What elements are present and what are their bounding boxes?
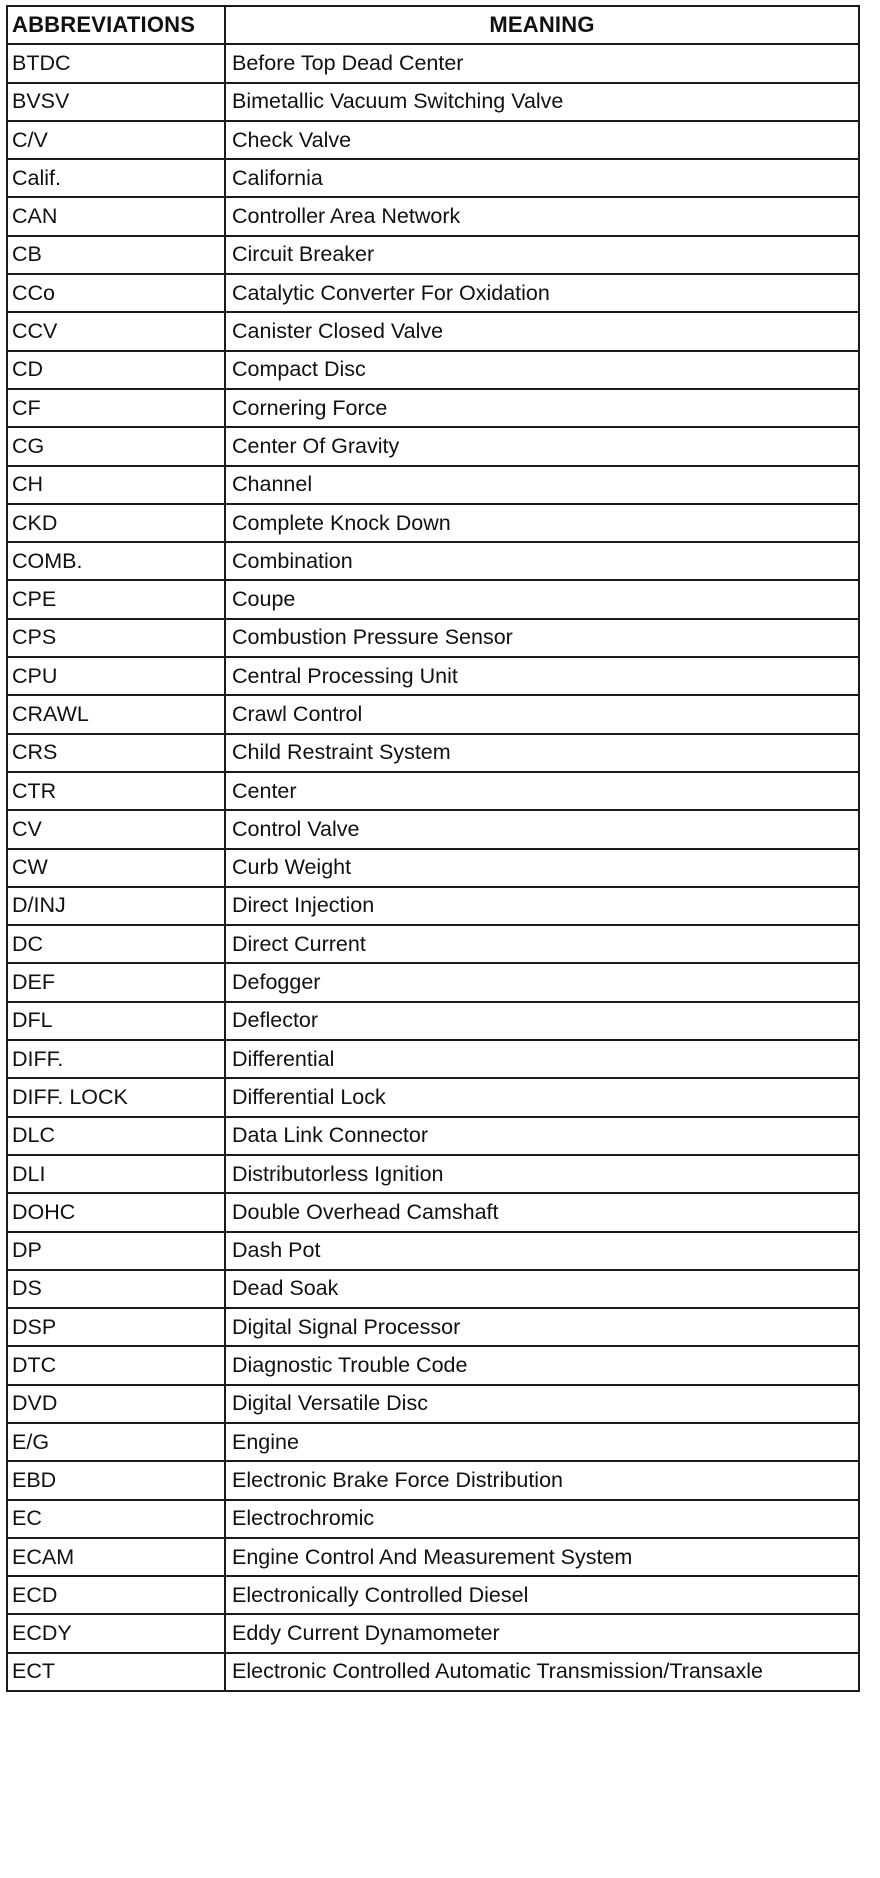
meaning-cell: Direct Current bbox=[225, 925, 859, 963]
meaning-cell: Dash Pot bbox=[225, 1232, 859, 1270]
table-row bbox=[7, 159, 859, 197]
table-row bbox=[7, 1308, 859, 1346]
abbreviation-cell: CRAWL bbox=[7, 695, 225, 733]
table-row bbox=[7, 121, 859, 159]
table-row bbox=[7, 427, 859, 465]
table-row bbox=[7, 887, 859, 925]
table-row bbox=[7, 389, 859, 427]
abbreviations-table bbox=[6, 5, 860, 1692]
table-row bbox=[7, 83, 859, 121]
abbreviation-cell: CD bbox=[7, 351, 225, 389]
abbreviation-cell: DLI bbox=[7, 1155, 225, 1193]
meaning-cell: Combustion Pressure Sensor bbox=[225, 619, 859, 657]
table-row bbox=[7, 963, 859, 1001]
meaning-cell: California bbox=[225, 159, 859, 197]
abbreviation-cell: CW bbox=[7, 849, 225, 887]
table-row bbox=[7, 1423, 859, 1461]
meaning-cell: Child Restraint System bbox=[225, 734, 859, 772]
abbreviation-cell: BTDC bbox=[7, 44, 225, 82]
meaning-cell: Digital Versatile Disc bbox=[225, 1385, 859, 1423]
abbreviation-cell: CCV bbox=[7, 312, 225, 350]
abbreviation-cell: BVSV bbox=[7, 83, 225, 121]
meaning-cell: Compact Disc bbox=[225, 351, 859, 389]
abbreviation-cell: DVD bbox=[7, 1385, 225, 1423]
abbreviation-cell: CV bbox=[7, 810, 225, 848]
abbreviation-cell: DP bbox=[7, 1232, 225, 1270]
table-row bbox=[7, 236, 859, 274]
meaning-cell: Control Valve bbox=[225, 810, 859, 848]
meaning-cell: Data Link Connector bbox=[225, 1117, 859, 1155]
meaning-cell: Canister Closed Valve bbox=[225, 312, 859, 350]
table-row bbox=[7, 1500, 859, 1538]
abbreviation-cell: CKD bbox=[7, 504, 225, 542]
meaning-cell: Cornering Force bbox=[225, 389, 859, 427]
table-row bbox=[7, 1155, 859, 1193]
table-row bbox=[7, 1346, 859, 1384]
table-row bbox=[7, 466, 859, 504]
meaning-cell: Electrochromic bbox=[225, 1500, 859, 1538]
abbreviation-cell: CB bbox=[7, 236, 225, 274]
table-row bbox=[7, 1653, 859, 1691]
abbreviation-cell: CPE bbox=[7, 580, 225, 618]
abbreviation-cell: CH bbox=[7, 466, 225, 504]
abbreviation-cell: CPS bbox=[7, 619, 225, 657]
meaning-cell: Electronically Controlled Diesel bbox=[225, 1576, 859, 1614]
abbreviation-cell: DLC bbox=[7, 1117, 225, 1155]
table-row bbox=[7, 810, 859, 848]
table-row bbox=[7, 542, 859, 580]
table-row bbox=[7, 197, 859, 235]
meaning-cell: Defogger bbox=[225, 963, 859, 1001]
meaning-cell: Curb Weight bbox=[225, 849, 859, 887]
table-row bbox=[7, 580, 859, 618]
meaning-cell: Electronic Controlled Automatic Transmission/Transaxle bbox=[225, 1653, 859, 1691]
meaning-cell: Center bbox=[225, 772, 859, 810]
meaning-cell: Electronic Brake Force Distribution bbox=[225, 1461, 859, 1499]
meaning-cell: Differential Lock bbox=[225, 1078, 859, 1116]
table-body bbox=[7, 44, 859, 1691]
abbreviation-cell: ECD bbox=[7, 1576, 225, 1614]
table-row bbox=[7, 1614, 859, 1652]
abbreviation-cell: DIFF. bbox=[7, 1040, 225, 1078]
meaning-cell: Center Of Gravity bbox=[225, 427, 859, 465]
header-meaning: MEANING bbox=[225, 6, 859, 44]
meaning-cell: Eddy Current Dynamometer bbox=[225, 1614, 859, 1652]
abbreviation-cell: DOHC bbox=[7, 1193, 225, 1231]
table-row bbox=[7, 619, 859, 657]
meaning-cell: Combination bbox=[225, 542, 859, 580]
abbreviation-cell: CG bbox=[7, 427, 225, 465]
table-row bbox=[7, 734, 859, 772]
table-row bbox=[7, 1002, 859, 1040]
table-row bbox=[7, 1117, 859, 1155]
table-row bbox=[7, 351, 859, 389]
abbreviation-cell: DEF bbox=[7, 963, 225, 1001]
header-abbreviations: ABBREVIATIONS bbox=[7, 6, 225, 44]
table-row bbox=[7, 504, 859, 542]
meaning-cell: Crawl Control bbox=[225, 695, 859, 733]
table-row bbox=[7, 925, 859, 963]
table-row bbox=[7, 1078, 859, 1116]
meaning-cell: Circuit Breaker bbox=[225, 236, 859, 274]
table-header-row bbox=[7, 6, 859, 44]
table-row bbox=[7, 1538, 859, 1576]
meaning-cell: Controller Area Network bbox=[225, 197, 859, 235]
meaning-cell: Bimetallic Vacuum Switching Valve bbox=[225, 83, 859, 121]
table-row bbox=[7, 1576, 859, 1614]
table-row bbox=[7, 1193, 859, 1231]
table-row bbox=[7, 657, 859, 695]
meaning-cell: Differential bbox=[225, 1040, 859, 1078]
meaning-cell: Digital Signal Processor bbox=[225, 1308, 859, 1346]
meaning-cell: Before Top Dead Center bbox=[225, 44, 859, 82]
abbreviation-cell: EC bbox=[7, 1500, 225, 1538]
abbreviation-cell: DIFF. LOCK bbox=[7, 1078, 225, 1116]
abbreviation-cell: ECT bbox=[7, 1653, 225, 1691]
abbreviation-cell: COMB. bbox=[7, 542, 225, 580]
meaning-cell: Engine bbox=[225, 1423, 859, 1461]
meaning-cell: Direct Injection bbox=[225, 887, 859, 925]
meaning-cell: Catalytic Converter For Oxidation bbox=[225, 274, 859, 312]
meaning-cell: Channel bbox=[225, 466, 859, 504]
table-row bbox=[7, 849, 859, 887]
abbreviation-cell: ECDY bbox=[7, 1614, 225, 1652]
meaning-cell: Central Processing Unit bbox=[225, 657, 859, 695]
abbreviation-cell: DSP bbox=[7, 1308, 225, 1346]
abbreviation-cell: CAN bbox=[7, 197, 225, 235]
meaning-cell: Double Overhead Camshaft bbox=[225, 1193, 859, 1231]
table-row bbox=[7, 274, 859, 312]
table-row bbox=[7, 1385, 859, 1423]
table-row bbox=[7, 695, 859, 733]
abbreviation-cell: E/G bbox=[7, 1423, 225, 1461]
abbreviation-cell: Calif. bbox=[7, 159, 225, 197]
table-row bbox=[7, 1270, 859, 1308]
table-row bbox=[7, 1461, 859, 1499]
abbreviation-cell: DC bbox=[7, 925, 225, 963]
meaning-cell: Check Valve bbox=[225, 121, 859, 159]
table-row bbox=[7, 1040, 859, 1078]
meaning-cell: Engine Control And Measurement System bbox=[225, 1538, 859, 1576]
abbreviations-table-container bbox=[6, 5, 858, 1692]
abbreviation-cell: C/V bbox=[7, 121, 225, 159]
abbreviation-cell: DFL bbox=[7, 1002, 225, 1040]
meaning-cell: Deflector bbox=[225, 1002, 859, 1040]
abbreviation-cell: DTC bbox=[7, 1346, 225, 1384]
meaning-cell: Diagnostic Trouble Code bbox=[225, 1346, 859, 1384]
meaning-cell: Coupe bbox=[225, 580, 859, 618]
abbreviation-cell: EBD bbox=[7, 1461, 225, 1499]
meaning-cell: Distributorless Ignition bbox=[225, 1155, 859, 1193]
abbreviation-cell: CCo bbox=[7, 274, 225, 312]
table-row bbox=[7, 1232, 859, 1270]
abbreviation-cell: CF bbox=[7, 389, 225, 427]
table-row bbox=[7, 772, 859, 810]
abbreviation-cell: ECAM bbox=[7, 1538, 225, 1576]
abbreviation-cell: CPU bbox=[7, 657, 225, 695]
table-row bbox=[7, 312, 859, 350]
meaning-cell: Dead Soak bbox=[225, 1270, 859, 1308]
abbreviation-cell: CRS bbox=[7, 734, 225, 772]
table-row bbox=[7, 44, 859, 82]
abbreviation-cell: DS bbox=[7, 1270, 225, 1308]
abbreviation-cell: D/INJ bbox=[7, 887, 225, 925]
abbreviation-cell: CTR bbox=[7, 772, 225, 810]
meaning-cell: Complete Knock Down bbox=[225, 504, 859, 542]
